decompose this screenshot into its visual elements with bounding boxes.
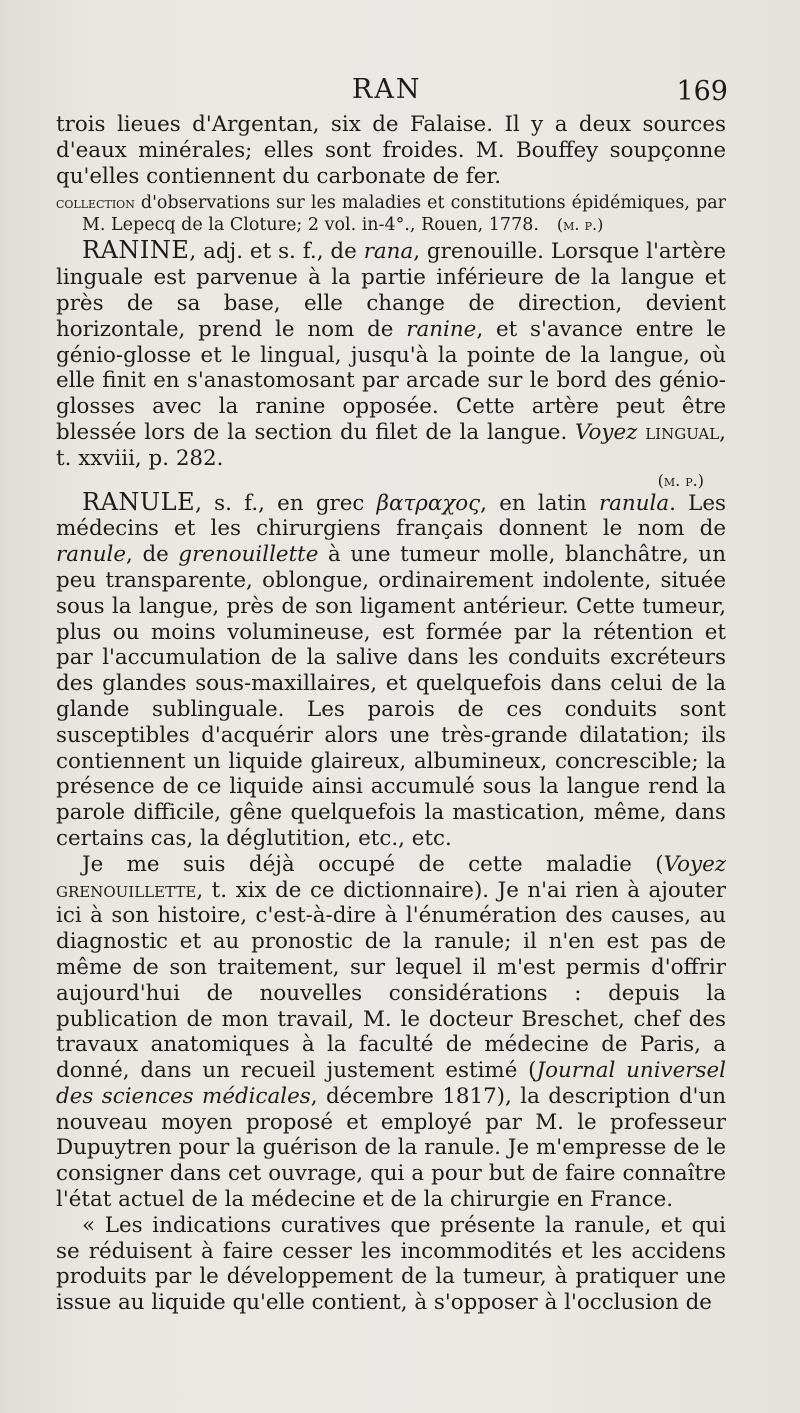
headword-ranule: RANULE [82,487,196,516]
entry-text: , grenouille. Lorsque l'artère linguale est parvenue à la partie inférieure de la langue et près de sa base, elle change de direction, devient horizontale, prend le nom de [56,239,726,342]
entry-italic: rana [363,239,414,265]
cross-reference-term: grenouillette [56,877,197,903]
body-text [56,112,726,1316]
author-signature: (m. p.) [657,470,704,490]
entry-text: , adj. et s. f., de [189,239,364,265]
entry-italic: ranule [56,542,127,568]
paragraph-argentan: trois lieues d'Argentan, six de Falaise. Il y a deux sources d'eaux minérales; elles sont froides. M. Bouffey soupçonne qu'elles contiennent du carbonate de fer. [56,112,726,189]
entry-italic: ranine [406,316,477,342]
entry-text: . Les médecins et les chirurgiens français donnent le nom de [56,490,726,542]
entry-italic: grenouillette [178,542,319,568]
page-number: 169 [676,76,728,107]
paragraph-indications: « Les indications curatives que présente la ranule, et qui se réduisent à faire cesser les incommodités et les accidens produits par le développement de la tumeur, à pratiquer une issue au liquide qu'elle contient, à s'opposer à l'occlusion de [56,1212,726,1316]
entry-text: à une tumeur molle, blanchâtre, un peu transparente, oblongue, ordinairement indolente, située sous la langue, près de son ligament antérieur. Cette tumeur, plus ou moins volumineuse, est formée par la rétention et par l'accumulation de la salive dans les conduits excréteurs des glandes sous-maxillaires, et quelquefois dans celui de la glande sublinguale. Les parois de ces conduits sont susceptibles d'acquérir alors une très-grande dilatation; ils contiennent un liquide glaireux, albumineux, concrescible; la présence de ce liquide ainsi accumulé sous la langue rend la parole difficile, gêne quelquefois la mastication, même, dans certains cas, la déglutition, etc., etc. [56,542,726,851]
biblio-keyword: collection [56,193,135,213]
headword-ranine: RANINE [82,236,190,265]
entry-text: , en latin [480,490,599,516]
bibliography-entry [56,192,726,236]
cross-reference-voyez: Voyez [575,419,638,445]
entry-text: , t. xxviii, p. 282. [56,419,726,471]
entry-text: , s. f., en grec [195,490,377,516]
greek-term: βατραχος [376,490,481,516]
entry-italic: ranula [598,490,670,516]
entry-text: , t. xix de ce dictionnaire). Je n'ai rien à ajouter ici à son histoire, c'est-à-dire à l'énumération des causes, au diagnostic et au pronostic de la ranule; il n'en est pas de même de son traitement, sur lequel il m'est permis d'offrir aujourd'hui de nouvelles considérations : depuis la publication de mon travail, M. le docteur Breschet, chef des travaux anatomiques à la faculté de médecine de Paris, a donné, dans un recueil justement estimé ( [56,877,726,1084]
entry-ranule [56,487,726,852]
biblio-text: d'observations sur les maladies et constitutions épidémiques, par M. Lepecq de la Cloture; 2 vol. in-4°., Rouen, 1778. [82,193,726,236]
cross-reference-term: lingual [637,419,720,445]
paragraph-treatment [56,852,726,1213]
running-head: RAN [352,74,422,105]
entry-text: , et s'avance entre le génio-glosse et le lingual, jusqu'à la pointe de la langue, où elle finit en s'anastomosant par arcade sur le bord des génio-glosses avec la ranine opposée. Cette artère peut être blessée lors de la section du filet de la langue. [56,316,726,445]
author-signature: (m. p.) [556,215,604,235]
entry-text: , de [126,542,179,568]
entry-text: , décembre 1817), la description d'un nouveau moyen proposé et employé par M. le professeur Dupuytren pour la guérison de la ranule. Je m'empresse de le consigner dans cet ouvrage, qui a pour but de faire connaître l'état actuel de la médecine et de la chirurgie en France. [56,1083,726,1213]
entry-text: Je me suis déjà occupé de cette maladie ( [82,851,664,877]
entry-ranine [56,238,726,471]
page-header [0,74,800,110]
journal-title: Journal universel des sciences médicales [56,1058,726,1109]
cross-reference-voyez: Voyez [663,851,726,877]
